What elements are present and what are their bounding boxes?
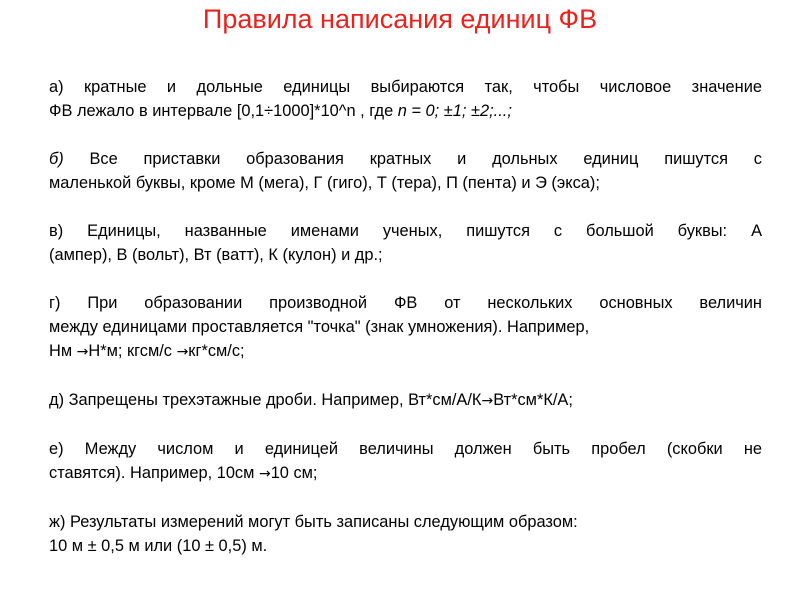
rule-a [49, 75, 762, 123]
rule-v-line-1: в) Единицы, названные именами ученых, пишутся с большой буквы: А [49, 222, 762, 240]
rule-zh [49, 510, 762, 558]
rule-d-text: д) Запрещены трехэтажные дроби. Например, Вт*см/А/К [49, 391, 482, 409]
rule-b-text: Все приставки образования кратных и дольных единиц пишутся с [63, 150, 762, 168]
rule-v [49, 219, 762, 267]
rule-b-line-2: маленькой буквы, кроме М (мега), Г (гиго), Т (тера), П (пента) и Э (экса); [49, 174, 600, 192]
rule-e-text: ставятся). Например, 10см [49, 464, 259, 482]
rule-e-line-1: е) Между числом и единицей величины должен быть пробел (скобки не [49, 440, 762, 458]
rule-e-line-2 [49, 461, 762, 486]
rule-a-formula: n = 0; ±1; ±2;...; [397, 102, 512, 120]
arrow-icon: → [258, 466, 271, 482]
rule-d-result: Вт*см*К/А; [493, 391, 573, 409]
rule-e [49, 437, 762, 486]
rule-d-line-1 [49, 388, 762, 413]
page-title: Правила написания единиц ФВ [202, 4, 598, 34]
rule-b-line-1 [49, 147, 762, 171]
rule-g-example-3: кг*см/с; [188, 342, 245, 360]
rule-g-line-3 [49, 339, 762, 364]
rule-v-line-2: (ампер), В (вольт), Вт (ватт), К (кулон) и др.; [49, 246, 383, 264]
rule-a-line-1: а) кратные и дольные единицы выбираются так, чтобы числовое значение [49, 78, 762, 96]
rule-g-line-2: между единицами проставляется "точка" (знак умножения). Например, [49, 318, 590, 336]
rule-a-text: ФВ лежало в интервале [0,1÷1000]*10^n , где [49, 102, 398, 120]
arrow-icon: → [176, 344, 189, 360]
rule-g-example-2: Н*м; кгсм/с [88, 342, 177, 360]
arrow-icon: → [76, 344, 89, 360]
rule-g [49, 291, 762, 364]
rule-zh-line-1: ж) Результаты измерений могут быть записаны следующим образом: [49, 513, 578, 531]
arrow-icon: → [481, 393, 494, 409]
rule-e-result: 10 см; [270, 464, 318, 482]
rule-b [49, 147, 762, 195]
rule-d [49, 388, 762, 413]
rule-g-line-1: г) При образовании производной ФВ от нескольких основных величин [49, 294, 762, 312]
rule-b-marker: б) [49, 150, 64, 168]
rule-g-example-1: Нм [49, 342, 77, 360]
rule-a-line-2 [49, 99, 762, 123]
rule-zh-line-2: 10 м ± 0,5 м или (10 ± 0,5) м. [49, 537, 268, 555]
rules-body [49, 75, 762, 582]
